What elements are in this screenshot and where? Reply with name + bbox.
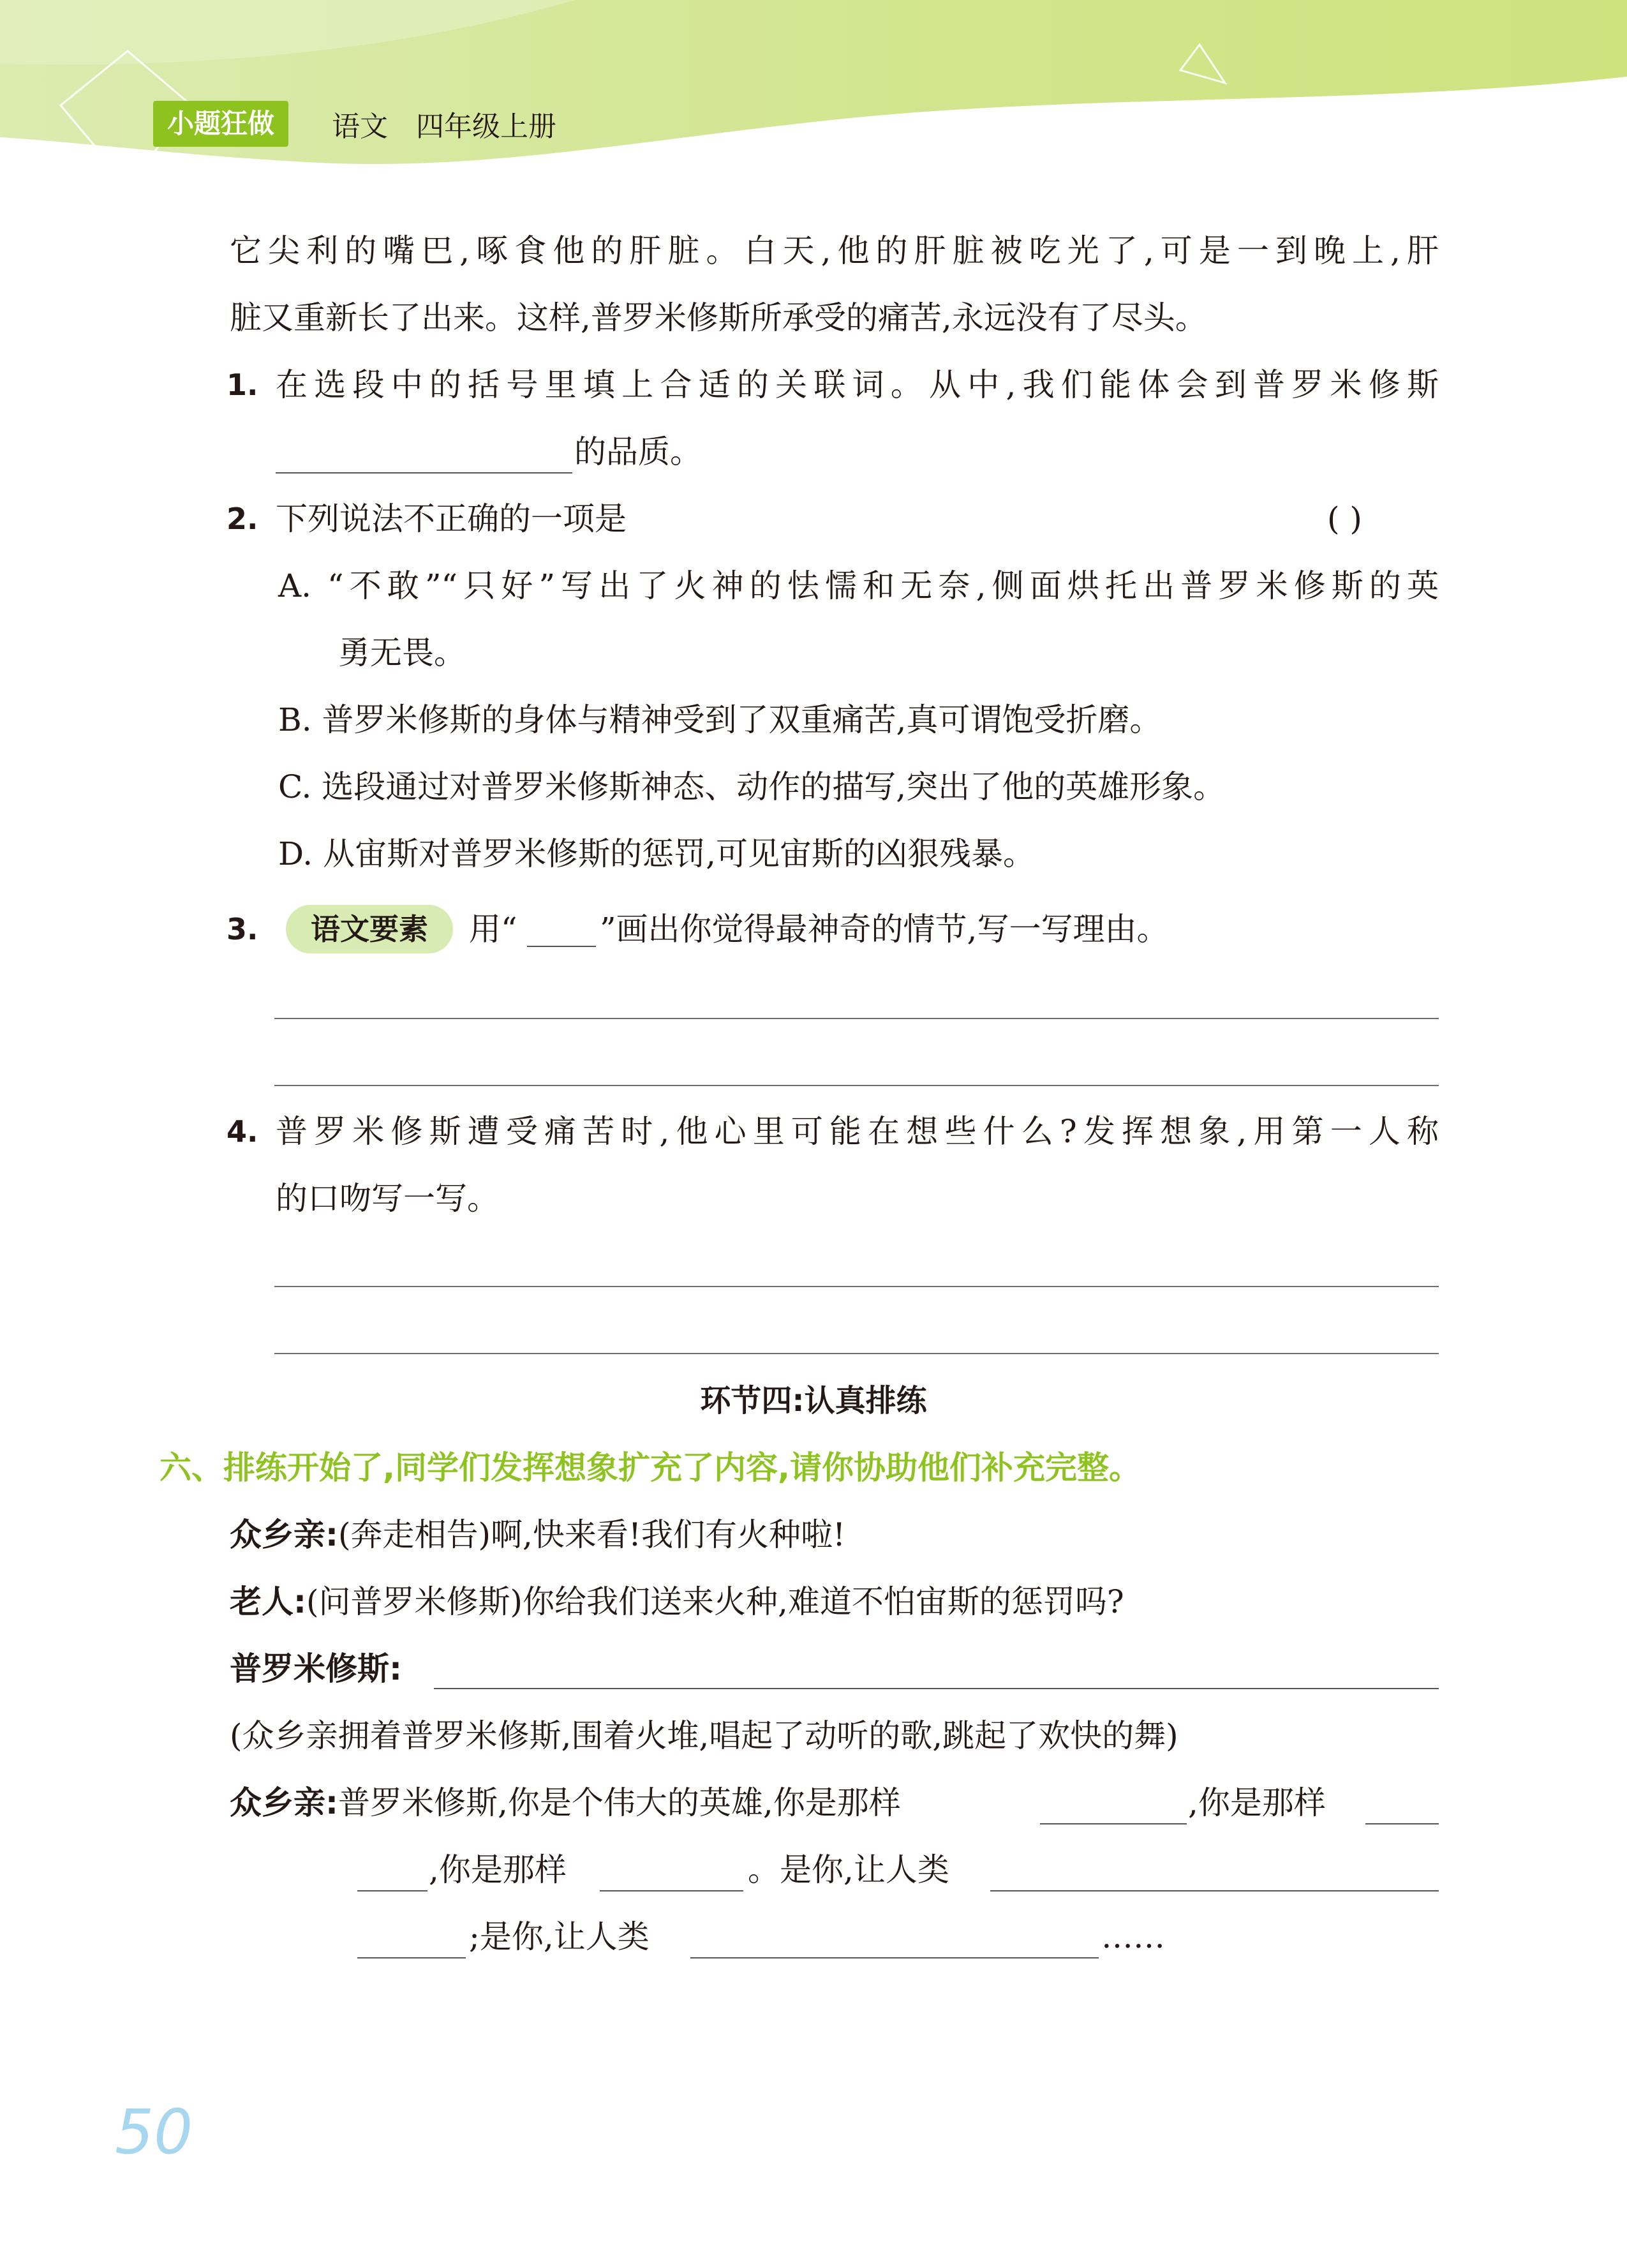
role-villagers: 众乡亲: bbox=[230, 1516, 338, 1553]
q3-text-after: ”画出你觉得最神奇的情节,写一写理由。 bbox=[600, 911, 1169, 948]
blank-3[interactable] bbox=[600, 1890, 743, 1891]
stage-direction: (众乡亲拥着普罗米修斯,围着火堆,唱起了动听的歌,跳起了欢快的舞) bbox=[230, 1717, 1178, 1754]
script-line-5 bbox=[230, 1780, 901, 1825]
script-line-6-text-b: 。是你,让人类 bbox=[748, 1851, 949, 1888]
script-line-1-text: (奔走相告)啊,快来看!我们有火种啦! bbox=[338, 1516, 846, 1553]
q3-number: 3. bbox=[227, 912, 258, 946]
script-line-3 bbox=[230, 1646, 402, 1691]
blank-2[interactable] bbox=[1365, 1823, 1439, 1824]
q3-badge: 语文要素 bbox=[286, 905, 453, 953]
role-prometheus: 普罗米修斯: bbox=[230, 1650, 402, 1687]
q4-line-2: 的口吻写一写。 bbox=[276, 1180, 499, 1217]
q1-answer-blank[interactable] bbox=[276, 472, 572, 474]
exercise-six-title: 六、排练开始了,同学们发挥想象扩充了内容,请你协助他们补充完整。 bbox=[160, 1449, 1141, 1486]
q2-stem: 下列说法不正确的一项是 bbox=[276, 500, 627, 537]
q2-option-b: B. 普罗米修斯的身体与精神受到了双重痛苦,真可谓饱受折磨。 bbox=[278, 701, 1162, 738]
ellipsis: …… bbox=[1101, 1918, 1165, 1955]
blank-1[interactable] bbox=[1040, 1823, 1187, 1824]
blank-4[interactable] bbox=[990, 1890, 1439, 1891]
blank-2-cont[interactable] bbox=[357, 1890, 427, 1891]
q1-line-2: 的品质。 bbox=[574, 433, 702, 470]
q2-option-a-line-2: 勇无畏。 bbox=[338, 634, 466, 671]
script-line-2-text: (问普罗米修斯)你给我们送来火种,难道不怕宙斯的惩罚吗? bbox=[306, 1583, 1124, 1620]
script-line-5-text-b: ,你是那样 bbox=[1188, 1784, 1326, 1821]
series-tag: 小题狂做 bbox=[153, 101, 288, 147]
q1-line-1: 在选段中的括号里填上合适的关联词。从中,我们能体会到普罗米修斯 bbox=[276, 366, 1439, 403]
script-line-6-text-a: ,你是那样 bbox=[429, 1851, 567, 1888]
script-line-7-text-a: ;是你,让人类 bbox=[469, 1918, 650, 1955]
section-title: 环节四:认真排练 bbox=[700, 1383, 927, 1419]
q3-underline-sample bbox=[527, 946, 596, 947]
passage-line-1: 它尖利的嘴巴,啄食他的肝脏。白天,他的肝脏被吃光了,可是一到晚上,肝 bbox=[230, 232, 1439, 269]
script-line-5-text-a: 普罗米修斯,你是个伟大的英雄,你是那样 bbox=[338, 1784, 901, 1821]
q2-option-a-line-1: A. “不敢”“只好”写出了火神的怯懦和无奈,侧面烘托出普罗米修斯的英 bbox=[278, 567, 1439, 604]
q4-line-1: 普罗米修斯遭受痛苦时,他心里可能在想些什么?发挥想象,用第一人称 bbox=[276, 1113, 1439, 1150]
q3-text-before: 用“ bbox=[469, 911, 517, 948]
q4-answer-line-1[interactable] bbox=[274, 1286, 1439, 1287]
q2-number: 2. bbox=[227, 502, 258, 536]
blank-5[interactable] bbox=[690, 1957, 1099, 1958]
page-number: 50 bbox=[115, 2096, 193, 2168]
role-villagers-2: 众乡亲: bbox=[230, 1784, 338, 1821]
q4-answer-line-2[interactable] bbox=[274, 1353, 1439, 1354]
q2-answer-paren[interactable]: ( ) bbox=[1327, 500, 1362, 537]
passage-line-2: 脏又重新长了出来。这样,普罗米修斯所承受的痛苦,永远没有了尽头。 bbox=[230, 299, 1207, 336]
script-line-1 bbox=[230, 1512, 845, 1557]
prometheus-answer-blank[interactable] bbox=[434, 1688, 1439, 1689]
q2-option-c: C. 选段通过对普罗米修斯神态、动作的描写,突出了他的英雄形象。 bbox=[278, 768, 1226, 805]
q4-number: 4. bbox=[227, 1114, 258, 1149]
subject-label: 语文 bbox=[332, 110, 388, 143]
blank-4-cont[interactable] bbox=[357, 1957, 466, 1958]
q2-option-d: D. 从宙斯对普罗米修斯的惩罚,可见宙斯的凶狠残暴。 bbox=[278, 835, 1035, 872]
script-line-2 bbox=[230, 1579, 1124, 1624]
grade-label: 四年级上册 bbox=[416, 110, 556, 143]
q1-number: 1. bbox=[227, 368, 258, 402]
q3-answer-line-1[interactable] bbox=[274, 1018, 1439, 1019]
q3-answer-line-2[interactable] bbox=[274, 1085, 1439, 1086]
role-elder: 老人: bbox=[230, 1583, 306, 1620]
